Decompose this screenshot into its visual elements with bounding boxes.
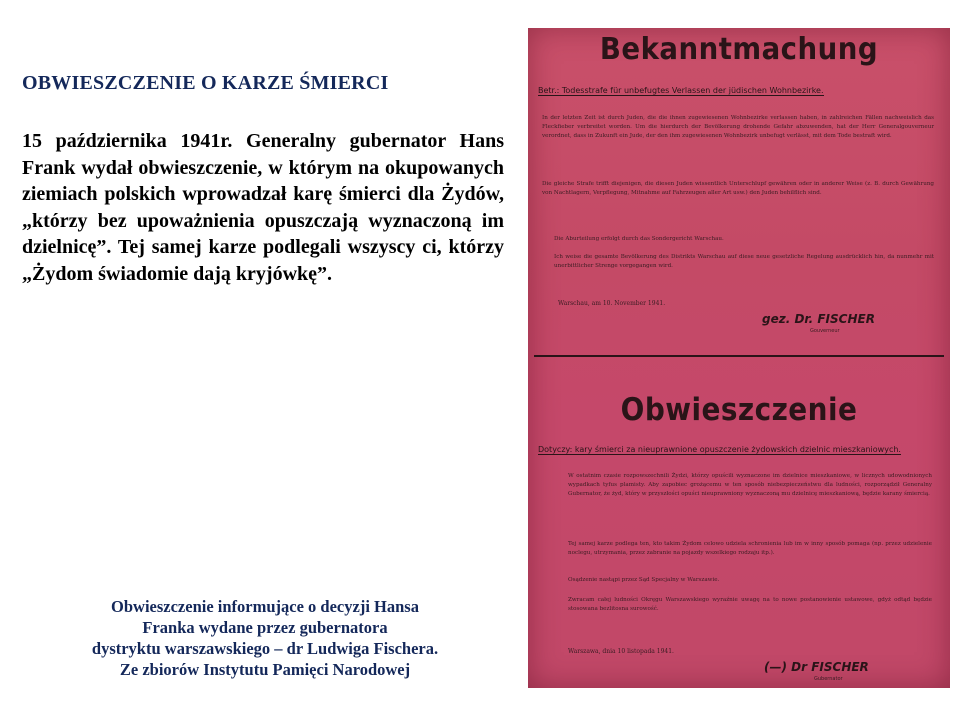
slide-title: OBWIESZCZENIE O KARZE ŚMIERCI [22, 72, 389, 94]
poster-divider [534, 355, 944, 357]
poster-polish-date: Warszawa, dnia 10 listopada 1941. [568, 648, 674, 655]
poster-polish-paragraph: Tej samej karze podlega ten, kto takim Żydom celowo udziela schronienia lub im w inny sposób pomaga (np. przez udzielenie noclegu, utrzymania, przez zabranie na pojazdy wszelkiego rodzaju itp.). [568, 541, 932, 556]
caption-line: Franka wydane przez gubernatora [142, 618, 388, 637]
poster-image [528, 28, 950, 688]
poster-german-subject: Betr.: Todesstrafe für unbefugtes Verlassen der jüdischen Wohnbezirke. [538, 86, 824, 95]
poster-german-heading: Bekanntmachung [599, 32, 879, 67]
poster-polish-heading: Obwieszczenie [620, 392, 858, 428]
poster-german-signature: gez. Dr. FISCHER [762, 312, 875, 326]
caption-line: Ze zbiorów Instytutu Pamięci Narodowej [119, 660, 411, 679]
slide-body-text: 15 października 1941r. Generalny gubernator Hans Frank wydał obwieszczenie, w którym na okupowanych ziemiach polskich wprowadzał karę śmierci dla Żydów, „którzy bez upoważnienia opuszczają wyznaczoną im dzielnicę”. Tej samej karze podlegali wszyscy ci, którzy „Żydom świadomie dają kryjówkę”. [22, 130, 504, 285]
poster-german-date: Warschau, am 10. November 1941. [558, 300, 666, 307]
poster-german-paragraph: Ich weise die gesamte Bevölkerung des Distrikts Warschau auf diese neue gesetzliche Regelung ausdrücklich hin, da nunmehr mit unerbittlicher Strenge vorgegangen wird. [554, 254, 934, 269]
poster-german-paragraph: Die gleiche Strafe trifft diejenigen, die diesen Juden wissentlich Unterschlupf gewähren oder in anderer Weise (z. B. durch Gewährung von Nachtlagern, Verpflegung, Mitnahme auf Fahrzeugen aller Art usw.) den Juden behilflich sind. [542, 181, 934, 196]
caption-line: dystryktu warszawskiego – dr Ludwiga Fischera. [91, 639, 439, 658]
poster-polish-subject: Dotyczy: kary śmierci za nieuprawnione opuszczenie żydowskich dzielnic mieszkaniowych. [538, 445, 901, 454]
poster-polish-role: Gubernator [814, 676, 843, 682]
poster-german-paragraph: In der letzten Zeit ist durch Juden, die die ihnen zugewiesenen Wohnbezirke verlassen haben, in zahlreichen Fällen nachweislich das Fleckfieber verbreitet worden. Um die hierdurch der Bevölkerung drohende Gefahr abzuwenden, hat der Herr Generalgouverneur verordnet, dass in Zukunft ein Jude, der den ihm zugewiesenen Wohnbezirk unbefugt verlässt, mit dem Tode bestraft wird. [542, 115, 934, 139]
poster-polish-paragraph: Zwracam całej ludności Okręgu Warszawskiego wyraźnie uwagę na to nowe postanowienie ustawowe, gdyż odtąd będzie stosowana bezlitosna surowość. [568, 597, 932, 612]
poster-polish-paragraph: Osądzenie nastąpi przez Sąd Specjalny w Warszawie. [568, 577, 720, 583]
image-caption [20, 596, 510, 680]
poster-polish-signature: (—) Dr FISCHER [764, 660, 869, 674]
poster-polish-paragraph: W ostatnim czasie rozpowszechnili Żydzi, którzy opuścili wyznaczone im dzielnice mieszkaniowe, w licznych udowodnionych wypadkach tyfus plamisty. Aby zapobiec grożącemu w ten sposób niebezpieczeństwu dla ludności, rozporządził Generalny Gubernator, że żyd, który w przyszłości opuści nieuprawniony wyznaczoną mu dzielnicę mieszkaniową, będzie karany śmiercią. [568, 473, 932, 497]
caption-line: Obwieszczenie informujące o decyzji Hansa [111, 597, 419, 616]
poster-german-role: Gouverneur [810, 328, 840, 334]
poster-german-paragraph: Die Aburteilung erfolgt durch das Sondergericht Warschau. [554, 236, 724, 242]
